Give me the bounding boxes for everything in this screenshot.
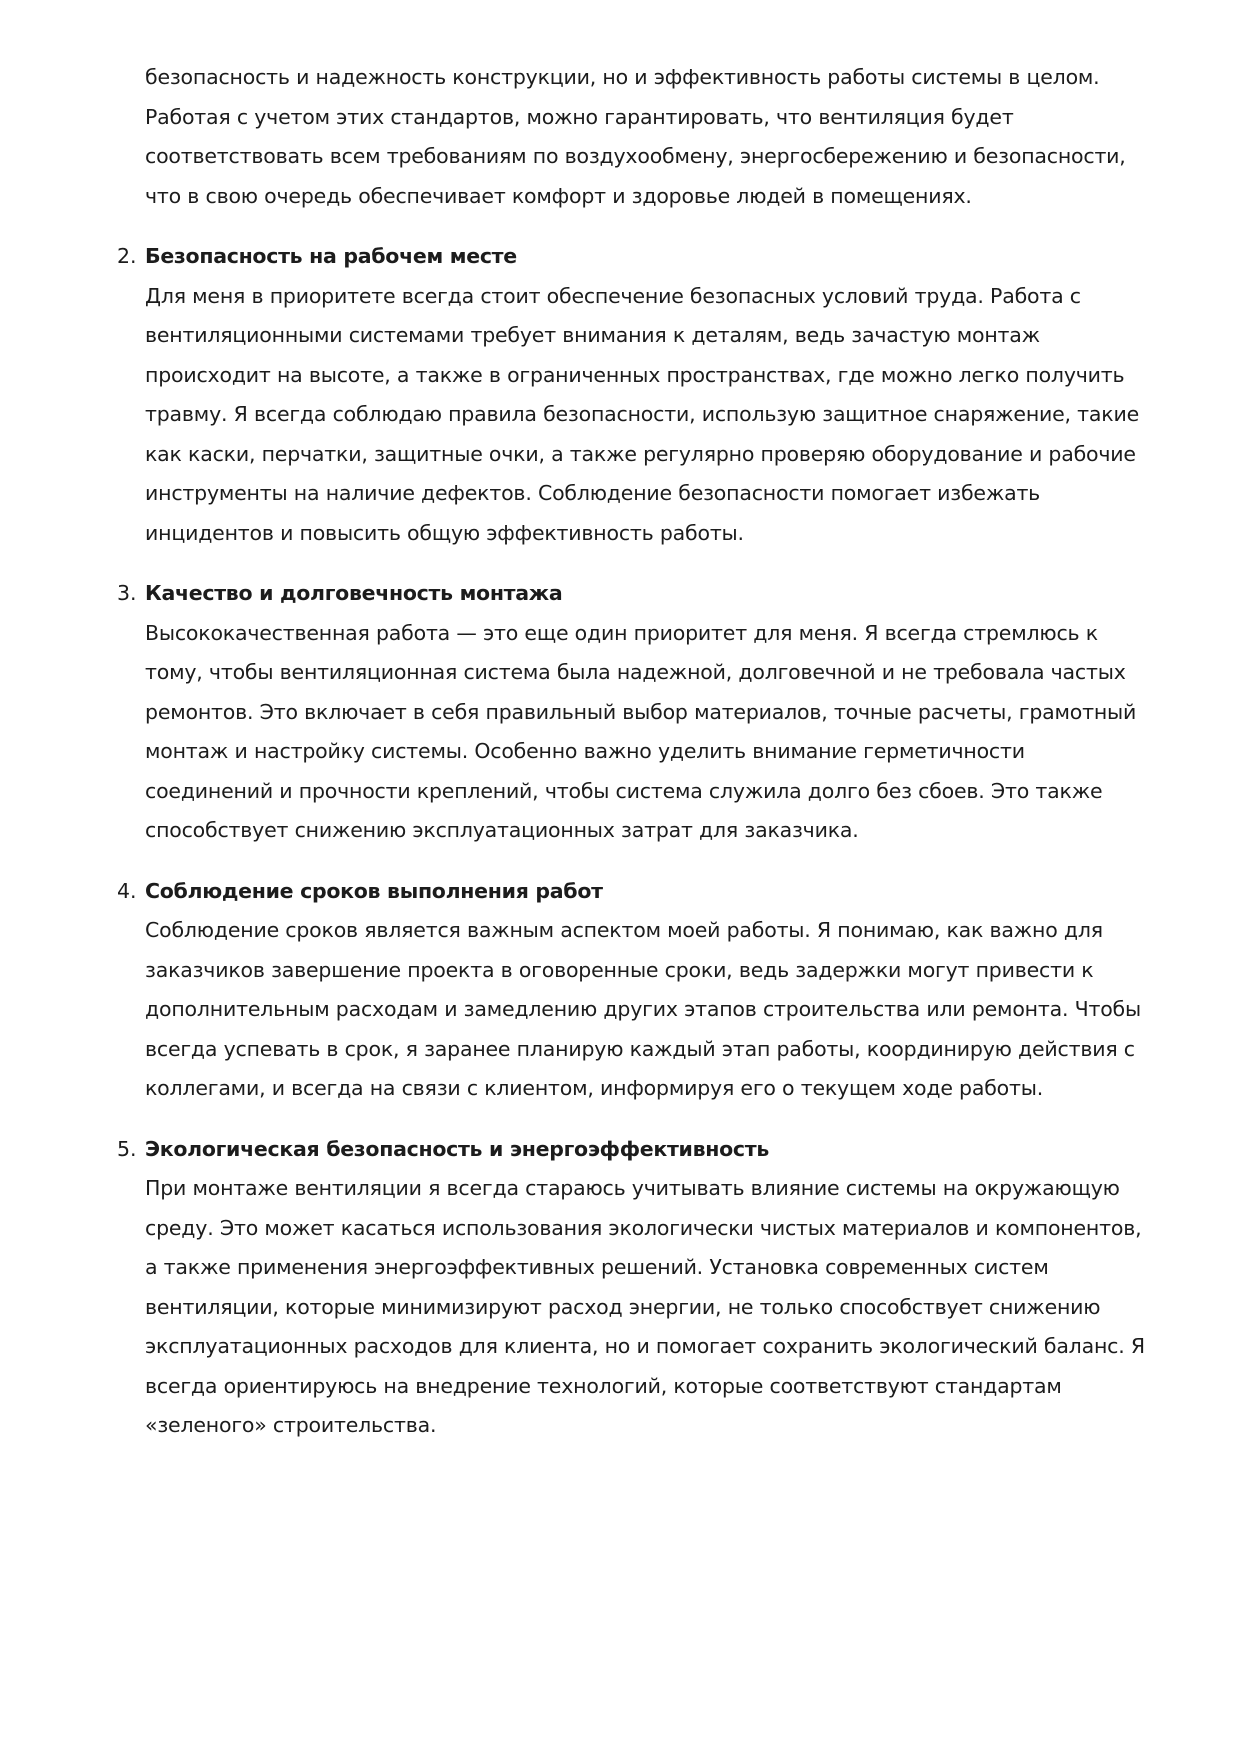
list-item-body: Высококачественная работа — это еще один приоритет для меня. Я всегда стремлюсь к тому, чтобы вентиляционная система была надежной, долговечной и не требовала частых ремонтов. Это включает в себя правильный выбор материалов, точные расчеты, грамотный монтаж и настройку системы. Особенно важно уделить внимание герметичности соединений и прочности креплений, чтобы система служила долго без сбоев. Это также способствует снижению эксплуатационных затрат для заказчика. — [145, 620, 1137, 842]
list-item-title: Безопасность на рабочем месте — [145, 244, 517, 268]
list-item-title: Качество и долговечность монтажа — [145, 581, 563, 605]
list-number: 3. — [117, 581, 137, 605]
list-number: 5. — [117, 1136, 137, 1161]
list-item-body: Для меня в приоритете всегда стоит обеспечение безопасных условий труда. Работа с вентиляционными системами требует внимания к деталям, ведь зачастую монтаж происходит на высоте, а также в ограниченных пространствах, где можно легко получить травму. Я всегда соблюдаю правила безопасности, использую защитное снаряжение, такие как каски, перчатки, защитные очки, а также регулярно проверяю оборудование и рабочие инструменты на наличие дефектов. Соблюдение безопасности помогает избежать инцидентов и повысить общую эффективность работы. — [145, 283, 1140, 545]
list-number: 4. — [117, 878, 137, 903]
list-item-body: При монтаже вентиляции я всегда стараюсь учитывать влияние системы на окружающую среду. Это может касаться использования экологически чистых материалов и компонентов, а также применения энергоэффективных решений. Установка современных систем вентиляции, которые минимизируют расход энергии, не только способствует снижению эксплуатационных расходов для клиента, но и помогает сохранить экологический баланс. Я всегда ориентируюсь на внедрение технологий, которые соответствуют стандартам «зеленого» строительства. — [145, 1176, 1145, 1437]
list-item — [117, 1130, 1155, 1446]
continuation-paragraph: безопасность и надежность конструкции, но и эффективность работы системы в целом. Работая с учетом этих стандартов, можно гарантировать, что вентиляция будет соответствовать всем требованиям по воздухообмену, энергосбережению и безопасности, что в свою очередь обеспечивает комфорт и здоровье людей в помещениях. — [145, 65, 1126, 208]
list-item-title: Экологическая безопасность и энергоэффективность — [145, 1136, 770, 1161]
list-item — [117, 872, 1155, 1109]
document-content — [117, 58, 1155, 1446]
list-item — [117, 574, 1155, 851]
list-item-body: Соблюдение сроков является важным аспектом моей работы. Я понимаю, как важно для заказчиков завершение проекта в оговоренные сроки, ведь задержки могут привести к дополнительным расходам и замедлению других этапов строительства или ремонта. Чтобы всегда успевать в срок, я заранее планирую каждый этап работы, координирую действия с коллегами, и всегда на связи с клиентом, информируя его о текущем ходе работы. — [145, 918, 1141, 1100]
list-item — [117, 237, 1155, 553]
list-item-title: Соблюдение сроков выполнения работ — [145, 878, 603, 903]
list-number: 2. — [117, 244, 137, 268]
